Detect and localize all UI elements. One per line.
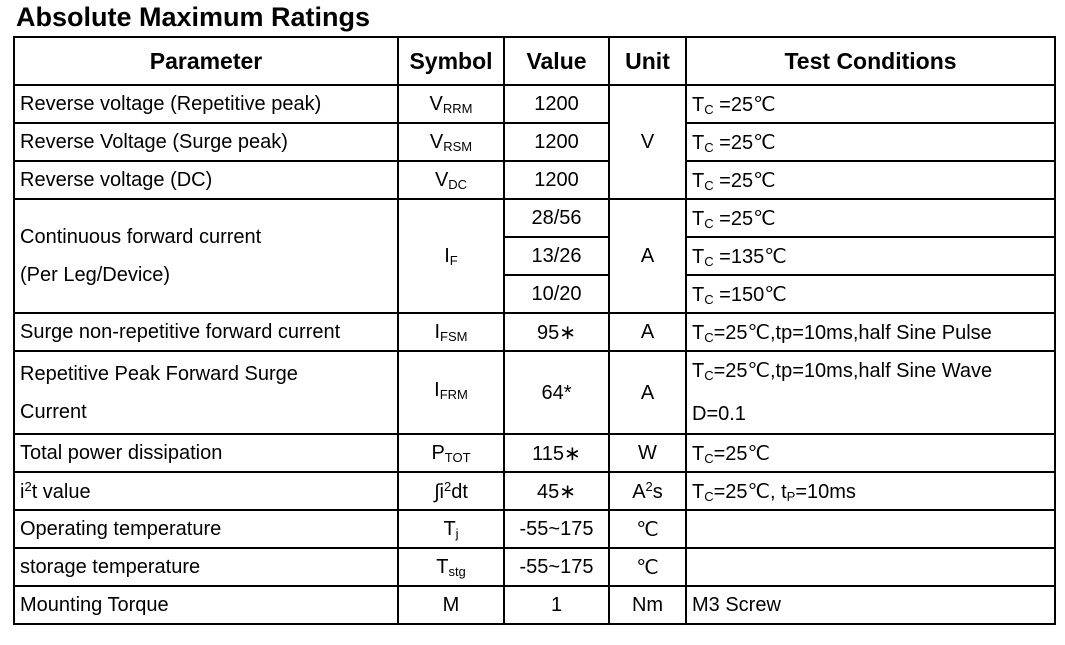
parameter-cell: Reverse Voltage (Surge peak): [14, 123, 398, 161]
symbol-cell: $\int i^2dt$: [398, 472, 504, 510]
unit-cell: V: [609, 85, 686, 199]
table-row: [14, 199, 1055, 237]
condition-cell: $T_C=25℃,tp=10ms,half$ Sine Pulse: [686, 313, 1055, 351]
ratings-table: [13, 36, 1056, 625]
unit-cell: A: [609, 199, 686, 313]
unit-cell: ℃: [609, 548, 686, 586]
header-value: Value: [504, 37, 609, 85]
symbol-cell: $I_{FRM}$: [398, 351, 504, 434]
value-cell: -55~175: [504, 510, 609, 548]
parameter-line: Repetitive Peak Forward Surge: [20, 362, 298, 385]
condition-cell: $T_C$ =150℃: [686, 275, 1055, 313]
table-row: [14, 510, 1055, 548]
condition-cell: $T_C=25℃$: [686, 434, 1055, 472]
symbol-cell: $V_{RRM}$: [398, 85, 504, 123]
table-row: [14, 586, 1055, 624]
parameter-cell: Reverse voltage (DC): [14, 161, 398, 199]
unit-cell: W: [609, 434, 686, 472]
condition-cell: [686, 351, 1055, 434]
condition-cell: $T_C$ =25℃: [686, 199, 1055, 237]
value-cell: 1200: [504, 85, 609, 123]
table-row: [14, 548, 1055, 586]
unit-cell: A: [609, 351, 686, 434]
value-cell: 45∗: [504, 472, 609, 510]
table-row: [14, 123, 1055, 161]
symbol-cell: M: [398, 586, 504, 624]
value-cell: 95∗: [504, 313, 609, 351]
value-cell: 1200: [504, 161, 609, 199]
parameter-line: Current: [20, 400, 87, 423]
table-row: [14, 313, 1055, 351]
parameter-cell: storage temperature: [14, 548, 398, 586]
symbol-cell: $I_F$: [398, 199, 504, 313]
table-row: [14, 472, 1055, 510]
value-cell: 28/56: [504, 199, 609, 237]
parameter-line: Continuous forward current: [20, 226, 262, 248]
unit-cell: ℃: [609, 510, 686, 548]
condition-cell: $T_C=25℃$, $t_P=10ms$: [686, 472, 1055, 510]
unit-cell: A: [609, 313, 686, 351]
header-symbol: Symbol: [398, 37, 504, 85]
condition-line: D=0.1: [692, 403, 746, 425]
condition-cell: M3 Screw: [686, 586, 1055, 624]
page-title: Absolute Maximum Ratings: [16, 2, 371, 32]
symbol-cell: $T_j$: [398, 510, 504, 548]
symbol-cell: $T_{stg}$: [398, 548, 504, 586]
value-cell: 1: [504, 586, 609, 624]
condition-cell: $T_C$ =25℃: [686, 123, 1055, 161]
table-row: [14, 351, 1055, 434]
condition-cell: [686, 548, 1055, 586]
table-row: [14, 85, 1055, 123]
header-parameter: Parameter: [14, 37, 398, 85]
table-row: [14, 434, 1055, 472]
symbol-cell: $P_{TOT}$: [398, 434, 504, 472]
condition-cell: $T_C$ =135℃: [686, 237, 1055, 275]
condition-line: $T_C=25℃,tp=10ms,half$ Sine Wave: [692, 360, 993, 383]
parameter-cell: Mounting Torque: [14, 586, 398, 624]
parameter-cell: [14, 351, 398, 434]
value-cell: -55~175: [504, 548, 609, 586]
value-cell: 115∗: [504, 434, 609, 472]
parameter-cell: Total power dissipation: [14, 434, 398, 472]
symbol-cell: $V_{DC}$: [398, 161, 504, 199]
table-row: [14, 161, 1055, 199]
parameter-cell: Reverse voltage (Repetitive peak): [14, 85, 398, 123]
value-cell: 10/20: [504, 275, 609, 313]
value-cell: 64*: [504, 351, 609, 434]
value-cell: 1200: [504, 123, 609, 161]
symbol-cell: $V_{RSM}$: [398, 123, 504, 161]
unit-cell: $A^2s$: [609, 472, 686, 510]
header-row: [14, 37, 1055, 85]
condition-cell: $T_C$ =25℃: [686, 161, 1055, 199]
symbol-cell: $I_{FSM}$: [398, 313, 504, 351]
unit-cell: Nm: [609, 586, 686, 624]
header-test-conditions: Test Conditions: [686, 37, 1055, 85]
parameter-cell: [14, 199, 398, 313]
value-cell: 13/26: [504, 237, 609, 275]
parameter-line: (Per Leg/Device): [20, 264, 171, 286]
parameter-cell: $i^2t$ value: [14, 472, 398, 510]
condition-cell: [686, 510, 1055, 548]
parameter-cell: Surge non-repetitive forward current: [14, 313, 398, 351]
condition-cell: $T_C$ =25℃: [686, 85, 1055, 123]
parameter-cell: Operating temperature: [14, 510, 398, 548]
header-unit: Unit: [609, 37, 686, 85]
